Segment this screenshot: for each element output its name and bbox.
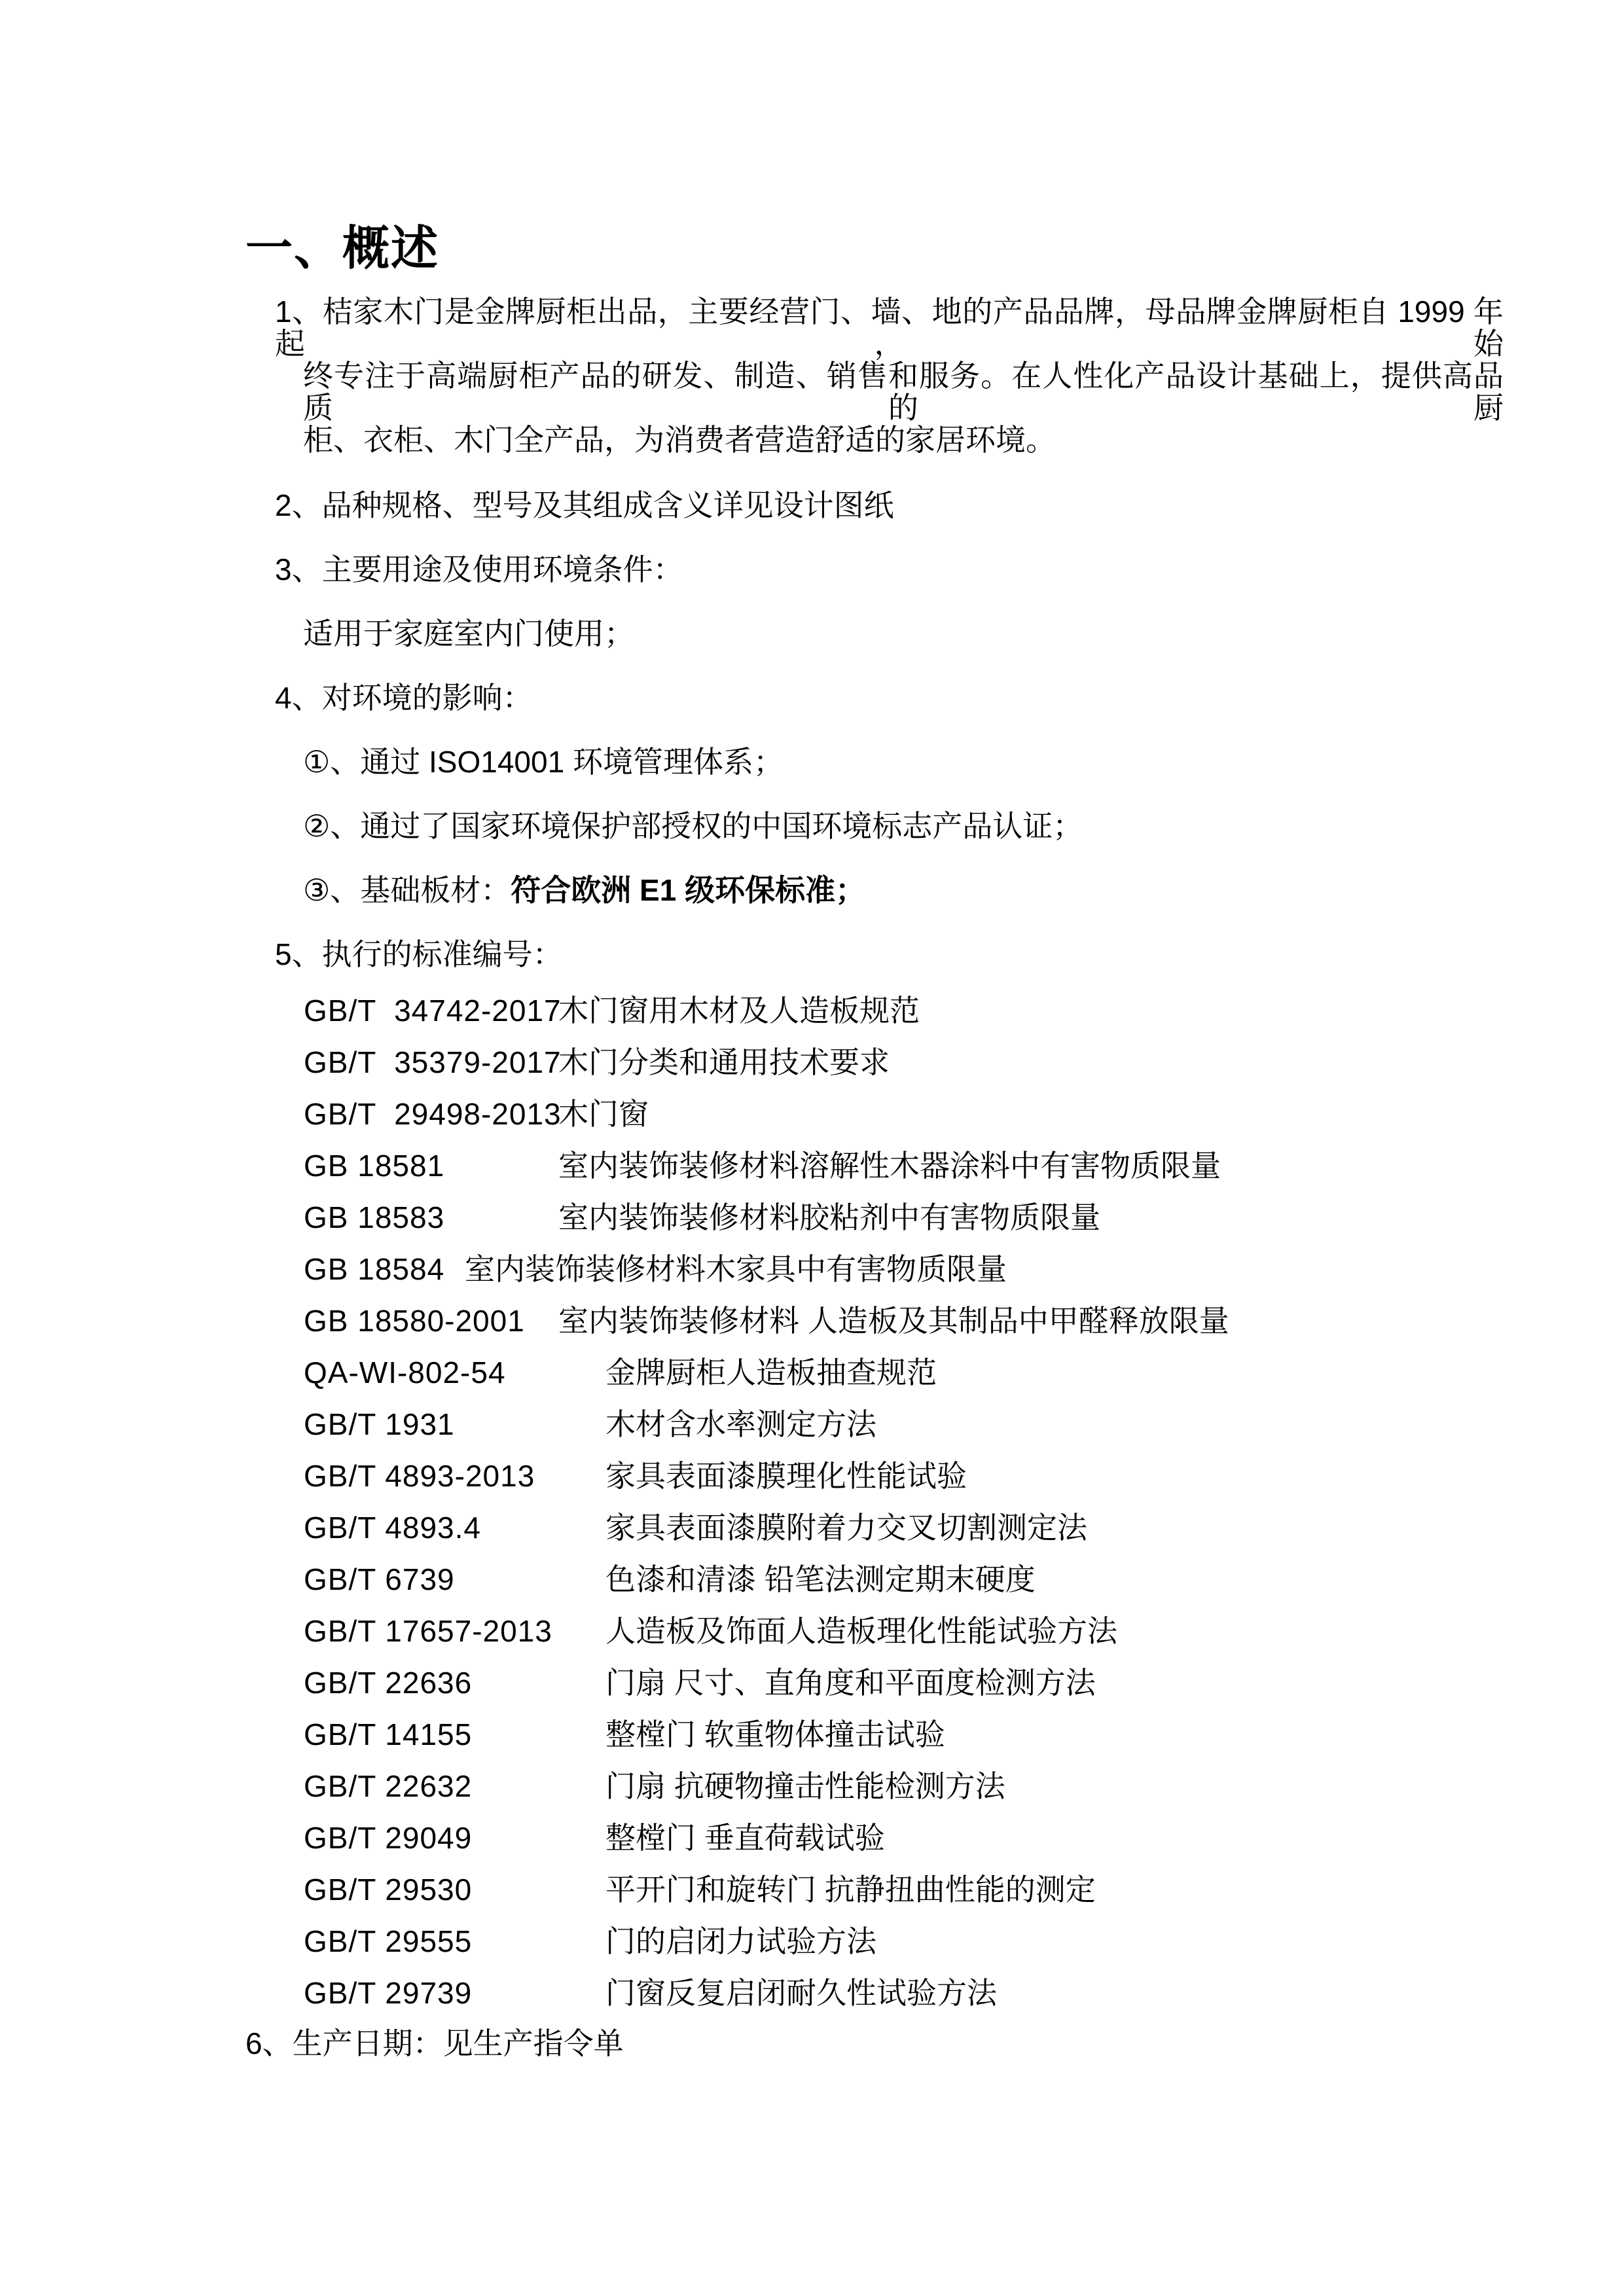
standard-title: 木门窗用木材及人造板规范 <box>558 994 920 1028</box>
standard-code: GB/T 29498-2013 <box>304 1097 562 1131</box>
standard-code: GB/T 14155 <box>304 1717 473 1751</box>
standard-row <box>304 1202 1482 1234</box>
standard-code: GB 18584 <box>304 1252 445 1286</box>
list-item-4-sub-1: ①、通过 ISO14001 环境管理体系； <box>303 745 784 779</box>
standard-row <box>304 1150 1482 1182</box>
standard-row <box>304 1564 1482 1596</box>
standard-code: GB/T 29739 <box>304 1976 473 2010</box>
standard-title: 整樘门 垂直荷载试验 <box>605 1821 885 1855</box>
standard-title: 木材含水率测定方法 <box>605 1407 876 1441</box>
standard-code: QA-WI-802-54 <box>304 1355 506 1390</box>
list-item-2: 2、品种规格、型号及其组成含义详见设计图纸 <box>275 488 894 522</box>
list-item-4-sub-3 <box>303 874 865 906</box>
standard-code: GB/T 22636 <box>304 1666 473 1700</box>
standard-row <box>304 1977 1482 2009</box>
standard-title: 整樘门 软重物体撞击试验 <box>605 1717 945 1751</box>
paragraph-line: 1、桔家木门是金牌厨柜出品，主要经营门、墙、地的产品品牌，母品牌金牌厨柜自 1999 年起，始 <box>275 295 1504 361</box>
standard-row <box>304 1512 1482 1544</box>
standard-row <box>304 1719 1482 1751</box>
sub-3-prefix: ③、基础板材： <box>303 873 511 907</box>
standard-row <box>304 1098 1482 1130</box>
standard-row <box>304 1305 1482 1337</box>
standard-title: 门扇 抗硬物撞击性能检测方法 <box>605 1769 1005 1803</box>
paragraph-line: 柜、衣柜、木门全产品，为消费者营造舒适的家居环境。 <box>303 423 1056 457</box>
standard-title: 室内装饰装修材料溶解性木器涂料中有害物质限量 <box>558 1149 1221 1183</box>
list-item-6: 6、生产日期：见生产指令单 <box>245 2026 624 2060</box>
standard-row <box>304 1667 1482 1699</box>
standard-title: 室内装饰装修材料 人造板及其制品中甲醛释放限量 <box>558 1304 1229 1338</box>
standard-code: GB/T 4893-2013 <box>304 1459 535 1493</box>
standard-row <box>304 1874 1482 1906</box>
standard-title: 色漆和清漆 铅笔法测定期末硬度 <box>605 1562 1036 1596</box>
standard-row <box>304 1770 1482 1803</box>
standard-code: GB 18581 <box>304 1149 445 1183</box>
standard-title: 家具表面漆膜理化性能试验 <box>605 1459 967 1493</box>
standard-code: GB 18580-2001 <box>304 1304 525 1338</box>
standard-row <box>304 1408 1482 1441</box>
list-item-4-sub-2: ②、通过了国家环境保护部授权的中国环境标志产品认证； <box>303 809 1083 843</box>
standard-code: GB/T 1931 <box>304 1407 455 1441</box>
standard-title: 门窗反复启闭耐久性试验方法 <box>605 1976 997 2010</box>
standard-row <box>304 1615 1482 1647</box>
standard-title: 木门分类和通用技术要求 <box>558 1045 890 1079</box>
list-item-3-note: 适用于家庭室内门使用； <box>303 617 634 651</box>
list-item-4: 4、对环境的影响： <box>275 681 533 715</box>
standard-title: 室内装饰装修材料木家具中有害物质限量 <box>465 1252 1007 1286</box>
standard-code: GB 18583 <box>304 1200 445 1234</box>
standard-title: 人造板及饰面人造板理化性能试验方法 <box>605 1614 1117 1648</box>
list-item-3: 3、主要用途及使用环境条件： <box>275 552 683 586</box>
standard-title: 木门窗 <box>558 1097 649 1131</box>
standard-row <box>304 1357 1482 1389</box>
standard-row <box>304 1460 1482 1492</box>
standard-title: 室内装饰装修材料胶粘剂中有害物质限量 <box>558 1200 1100 1234</box>
standard-row <box>304 995 1482 1027</box>
standard-code: GB/T 17657-2013 <box>304 1614 552 1648</box>
standard-code: GB/T 4893.4 <box>304 1511 481 1545</box>
section-heading: 一、概述 <box>245 223 440 275</box>
standard-title: 金牌厨柜人造板抽查规范 <box>605 1355 937 1390</box>
standard-code: GB/T 35379-2017 <box>304 1045 562 1079</box>
standard-row <box>304 1047 1482 1079</box>
paragraph-line: 终专注于高端厨柜产品的研发、制造、销售和服务。在人性化产品设计基础上，提供高品质的厨 <box>303 359 1504 425</box>
standard-title: 家具表面漆膜附着力交叉切割测定法 <box>605 1511 1087 1545</box>
standard-row <box>304 1253 1482 1285</box>
standard-code: GB/T 29555 <box>304 1924 473 1958</box>
standard-code: GB/T 29530 <box>304 1873 473 1907</box>
standard-row <box>304 1926 1482 1958</box>
sub-3-bold-text: 符合欧洲 E1 级环保标准； <box>511 873 866 907</box>
standard-code: GB/T 6739 <box>304 1562 455 1596</box>
standard-title: 门扇 尺寸、直角度和平面度检测方法 <box>605 1666 1096 1700</box>
standard-title: 平开门和旋转门 抗静扭曲性能的测定 <box>605 1873 1096 1907</box>
standard-code: GB/T 22632 <box>304 1769 473 1803</box>
standard-row <box>304 1822 1482 1854</box>
standard-title: 门的启闭力试验方法 <box>605 1924 876 1958</box>
standard-code: GB/T 29049 <box>304 1821 473 1855</box>
standard-code: GB/T 34742-2017 <box>304 994 562 1028</box>
list-item-5: 5、执行的标准编号： <box>275 937 563 971</box>
